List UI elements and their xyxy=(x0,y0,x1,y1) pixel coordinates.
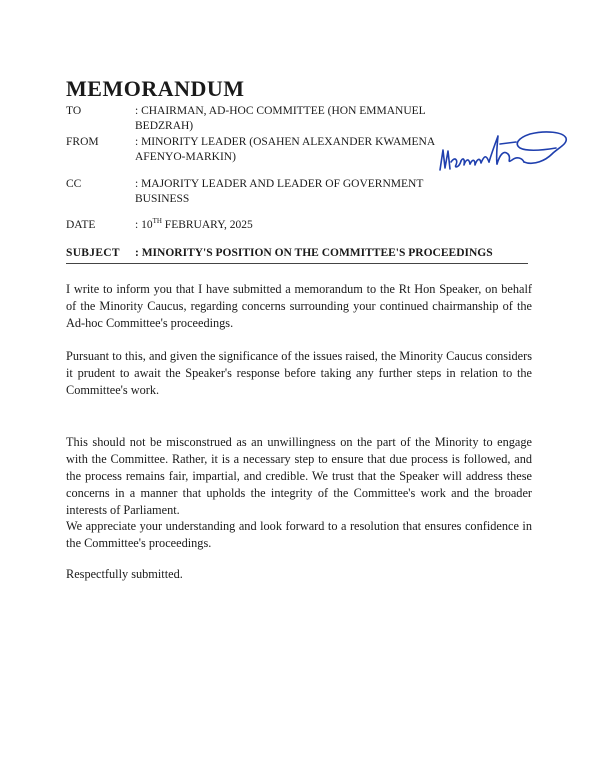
body-paragraph-3: This should not be misconstrued as an unwillingness on the part of the Minority to engage with the Committee. Rather, it is a necessary step to ensure that due process is followed, and the process remains fair, impartial, and credible. We trust that the Speaker will address these concerns in a manner that upholds the integrity of the Committee's work and the broader interests of Parliament. xyxy=(66,435,532,517)
from-value: : MINORITY LEADER (OSAHEN ALEXANDER KWAMENA AFENYO-MARKIN) xyxy=(135,136,435,163)
subject-label: SUBJECT xyxy=(66,247,120,259)
from-label: FROM xyxy=(66,136,99,148)
closing-line: Respectfully submitted. xyxy=(66,567,183,581)
date-label: DATE xyxy=(66,219,96,231)
handwritten-signature xyxy=(434,124,574,178)
body-paragraph-1: I write to inform you that I have submitted a memorandum to the Rt Hon Speaker, on behalf of the Minority Caucus, regarding concerns surrounding your continued chairmanship of the Ad-hoc Committee's proceedings. xyxy=(66,282,532,330)
memo-title: MEMORANDUM xyxy=(66,76,245,101)
cc-label: CC xyxy=(66,178,82,190)
to-label: TO xyxy=(66,105,82,117)
date-value xyxy=(135,218,465,233)
body-paragraph-4: We appreciate your understanding and look forward to a resolution that ensures confidence in the Committee's proceedings. xyxy=(66,519,532,550)
cc-value: : MAJORITY LEADER AND LEADER OF GOVERNMENT BUSINESS xyxy=(135,178,424,205)
header-divider xyxy=(66,263,528,264)
date-rest: FEBRUARY, 2025 xyxy=(161,219,253,231)
to-value: : CHAIRMAN, AD-HOC COMMITTEE (HON EMMANUEL BEDZRAH) xyxy=(135,105,426,132)
date-day: : 10 xyxy=(135,219,153,231)
subject-value: : MINORITY'S POSITION ON THE COMMITTEE'S PROCEEDINGS xyxy=(135,247,493,259)
date-ordinal: TH xyxy=(152,217,162,226)
body-paragraph-2: Pursuant to this, and given the significance of the issues raised, the Minority Caucus considers it prudent to await the Speaker's response before taking any further steps in relation to the Committee's work. xyxy=(66,349,532,397)
